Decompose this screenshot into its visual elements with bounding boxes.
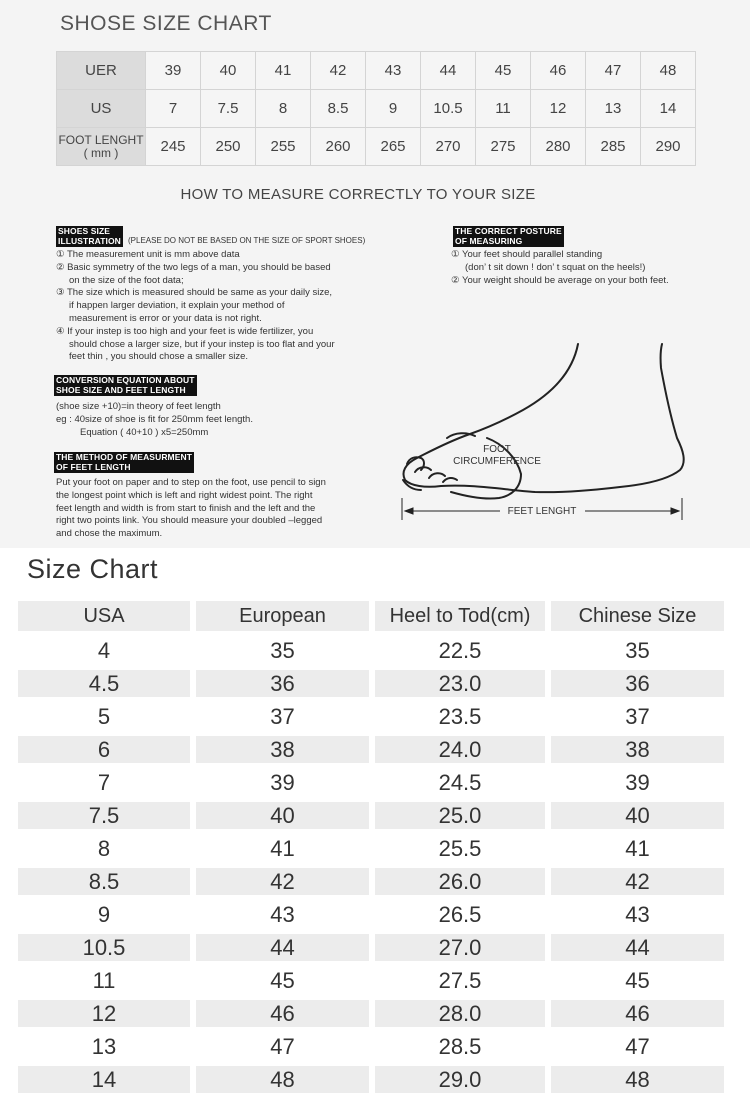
cell-chinese-size: 42 [551, 868, 724, 895]
eu-table-cell: 265 [366, 128, 421, 166]
eu-table-cell: 42 [311, 52, 366, 90]
cell-chinese-size: 37 [551, 703, 724, 730]
shoe-size-chart-title: SHOSE SIZE CHART [60, 12, 272, 35]
cell-chinese-size: 41 [551, 835, 724, 862]
eu-table-cell: 46 [531, 52, 586, 90]
header-usa: USA [18, 601, 190, 631]
eu-table-cell: 47 [586, 52, 641, 90]
foot-circumference-label: FOOT CIRCUMFERENCE [453, 444, 541, 467]
cell-heel-to-toe: 28.5 [375, 1033, 545, 1060]
cell-european: 44 [196, 934, 369, 961]
size-chart-row [18, 802, 724, 829]
size-chart-row [18, 1066, 724, 1093]
conversion-equation-badge: CONVERSION EQUATION ABOUT SHOE SIZE AND FEET LENGTH [56, 375, 195, 395]
size-chart-row [18, 736, 724, 763]
eu-table-cell: 7.5 [201, 90, 256, 128]
cell-chinese-size: 48 [551, 1066, 724, 1093]
cell-european: 47 [196, 1033, 369, 1060]
eu-table-cell: 10.5 [421, 90, 476, 128]
cell-usa: 12 [18, 1000, 190, 1027]
size-chart-table [18, 595, 724, 1099]
eu-table-cell: 12 [531, 90, 586, 128]
cell-chinese-size: 35 [551, 637, 724, 664]
size-chart-row [18, 868, 724, 895]
eu-table-cell: 280 [531, 128, 586, 166]
cell-usa: 8.5 [18, 868, 190, 895]
size-chart-row [18, 934, 724, 961]
eu-table-cell: 290 [641, 128, 696, 166]
cell-heel-to-toe: 24.0 [375, 736, 545, 763]
eu-table-cell: 245 [146, 128, 201, 166]
eu-table-cell: 14 [641, 90, 696, 128]
cell-chinese-size: 43 [551, 901, 724, 928]
size-chart-row [18, 901, 724, 928]
eu-table-cell: 40 [201, 52, 256, 90]
cell-heel-to-toe: 27.5 [375, 967, 545, 994]
cell-heel-to-toe: 25.0 [375, 802, 545, 829]
eu-table-cell: 48 [641, 52, 696, 90]
measurement-guide-panel [0, 0, 750, 548]
cell-usa: 10.5 [18, 934, 190, 961]
cell-usa: 6 [18, 736, 190, 763]
header-heel-to-toe: Heel to Tod(cm) [375, 601, 545, 631]
eu-table-cell: 7 [146, 90, 201, 128]
measurement-method-text: Put your foot on paper and to step on the foot, use pencil to sign the longest point which is left and right widest point. The right feet length and width is from start to finish and the left and the right two points link. You should measure your doubled –legged and chose the maximum. [56, 477, 326, 540]
cell-heel-to-toe: 26.5 [375, 901, 545, 928]
measure-guide-title: HOW TO MEASURE CORRECTLY TO YOUR SIZE [180, 186, 536, 203]
cell-european: 43 [196, 901, 369, 928]
cell-heel-to-toe: 23.0 [375, 670, 545, 697]
eu-table-cell: 13 [586, 90, 641, 128]
cell-heel-to-toe: 28.0 [375, 1000, 545, 1027]
header-chinese-size: Chinese Size [551, 601, 724, 631]
size-chart-row [18, 967, 724, 994]
cell-european: 37 [196, 703, 369, 730]
eu-table-cell: 285 [586, 128, 641, 166]
cell-chinese-size: 38 [551, 736, 724, 763]
cell-european: 35 [196, 637, 369, 664]
cell-usa: 9 [18, 901, 190, 928]
conversion-text: (shoe size +10)=in theory of feet length eg : 40size of shoe is fit for 250mm feet length. Equation ( 40+10 ) x5=250mm [56, 401, 253, 438]
header-european: European [196, 601, 369, 631]
cell-chinese-size: 47 [551, 1033, 724, 1060]
eu-table-cell: 270 [421, 128, 476, 166]
cell-european: 45 [196, 967, 369, 994]
feet-length-label: FEET LENGHT [507, 506, 577, 517]
cell-usa: 13 [18, 1033, 190, 1060]
cell-usa: 4 [18, 637, 190, 664]
eu-table-row [57, 90, 696, 128]
cell-european: 36 [196, 670, 369, 697]
cell-heel-to-toe: 24.5 [375, 769, 545, 796]
eu-table-cell: 275 [476, 128, 531, 166]
eu-table-cell: 8 [256, 90, 311, 128]
cell-usa: 11 [18, 967, 190, 994]
size-chart-row [18, 1033, 724, 1060]
cell-usa: 7.5 [18, 802, 190, 829]
cell-european: 39 [196, 769, 369, 796]
eu-table-row-label: FOOT LENGHT ( mm ) [57, 128, 146, 166]
eu-table-cell: 43 [366, 52, 421, 90]
size-chart-header-row [18, 601, 724, 631]
cell-chinese-size: 39 [551, 769, 724, 796]
eu-table-cell: 11 [476, 90, 531, 128]
cell-heel-to-toe: 27.0 [375, 934, 545, 961]
cell-usa: 14 [18, 1066, 190, 1093]
cell-european: 42 [196, 868, 369, 895]
cell-chinese-size: 36 [551, 670, 724, 697]
eu-table-row [57, 52, 696, 90]
cell-heel-to-toe: 25.5 [375, 835, 545, 862]
cell-european: 38 [196, 736, 369, 763]
eu-table-cell: 255 [256, 128, 311, 166]
eu-table-row [57, 128, 696, 166]
eu-table-row-label: US [57, 90, 146, 128]
size-chart-row [18, 769, 724, 796]
cell-heel-to-toe: 26.0 [375, 868, 545, 895]
size-chart-row [18, 637, 724, 664]
size-chart-row [18, 703, 724, 730]
shoes-size-illustration-badge: SHOES SIZE ILLUSTRATION [58, 226, 121, 246]
eu-us-size-table [56, 51, 696, 166]
eu-table-cell: 39 [146, 52, 201, 90]
size-chart-title: Size Chart [27, 554, 159, 584]
correct-posture-badge: THE CORRECT POSTURE OF MEASURING [455, 226, 562, 246]
cell-usa: 4.5 [18, 670, 190, 697]
eu-table-cell: 250 [201, 128, 256, 166]
sport-shoes-note: (PLEASE DO NOT BE BASED ON THE SIZE OF SPORT SHOES) [128, 236, 366, 245]
cell-usa: 5 [18, 703, 190, 730]
eu-table-cell: 8.5 [311, 90, 366, 128]
cell-chinese-size: 40 [551, 802, 724, 829]
cell-chinese-size: 46 [551, 1000, 724, 1027]
cell-heel-to-toe: 29.0 [375, 1066, 545, 1093]
cell-european: 41 [196, 835, 369, 862]
illustration-instructions: ① The measurement unit is mm above data ② Basic symmetry of the two legs of a man, you should be based on the size of the foot data; ③ The size which is measured should be same as your daily size, if happen larger deviation, it explain your method of measurement is error or your data is not right. ④ If your instep is too high and your feet is wide fertilizer, you should chose a larger size, but if your instep is too flat and your feet thin , you should chose a smaller size. [56, 249, 335, 363]
cell-chinese-size: 45 [551, 967, 724, 994]
foot-outline-icon [395, 340, 695, 530]
cell-european: 48 [196, 1066, 369, 1093]
eu-table-cell: 260 [311, 128, 366, 166]
size-chart-row [18, 1000, 724, 1027]
size-chart-row [18, 670, 724, 697]
eu-table-cell: 44 [421, 52, 476, 90]
cell-usa: 7 [18, 769, 190, 796]
cell-usa: 8 [18, 835, 190, 862]
eu-table-cell: 41 [256, 52, 311, 90]
cell-heel-to-toe: 23.5 [375, 703, 545, 730]
eu-table-cell: 45 [476, 52, 531, 90]
cell-european: 46 [196, 1000, 369, 1027]
cell-european: 40 [196, 802, 369, 829]
eu-table-cell: 9 [366, 90, 421, 128]
eu-table-row-label: UER [57, 52, 146, 90]
measurement-method-badge: THE METHOD OF MEASURMENT OF FEET LENGTH [56, 452, 193, 472]
size-chart-row [18, 835, 724, 862]
cell-chinese-size: 44 [551, 934, 724, 961]
posture-text: ① Your feet should parallel standing (don’ t sit down ! don’ t squat on the heels!) ② Your weight should be average on your both feet. [451, 249, 669, 286]
cell-heel-to-toe: 22.5 [375, 637, 545, 664]
